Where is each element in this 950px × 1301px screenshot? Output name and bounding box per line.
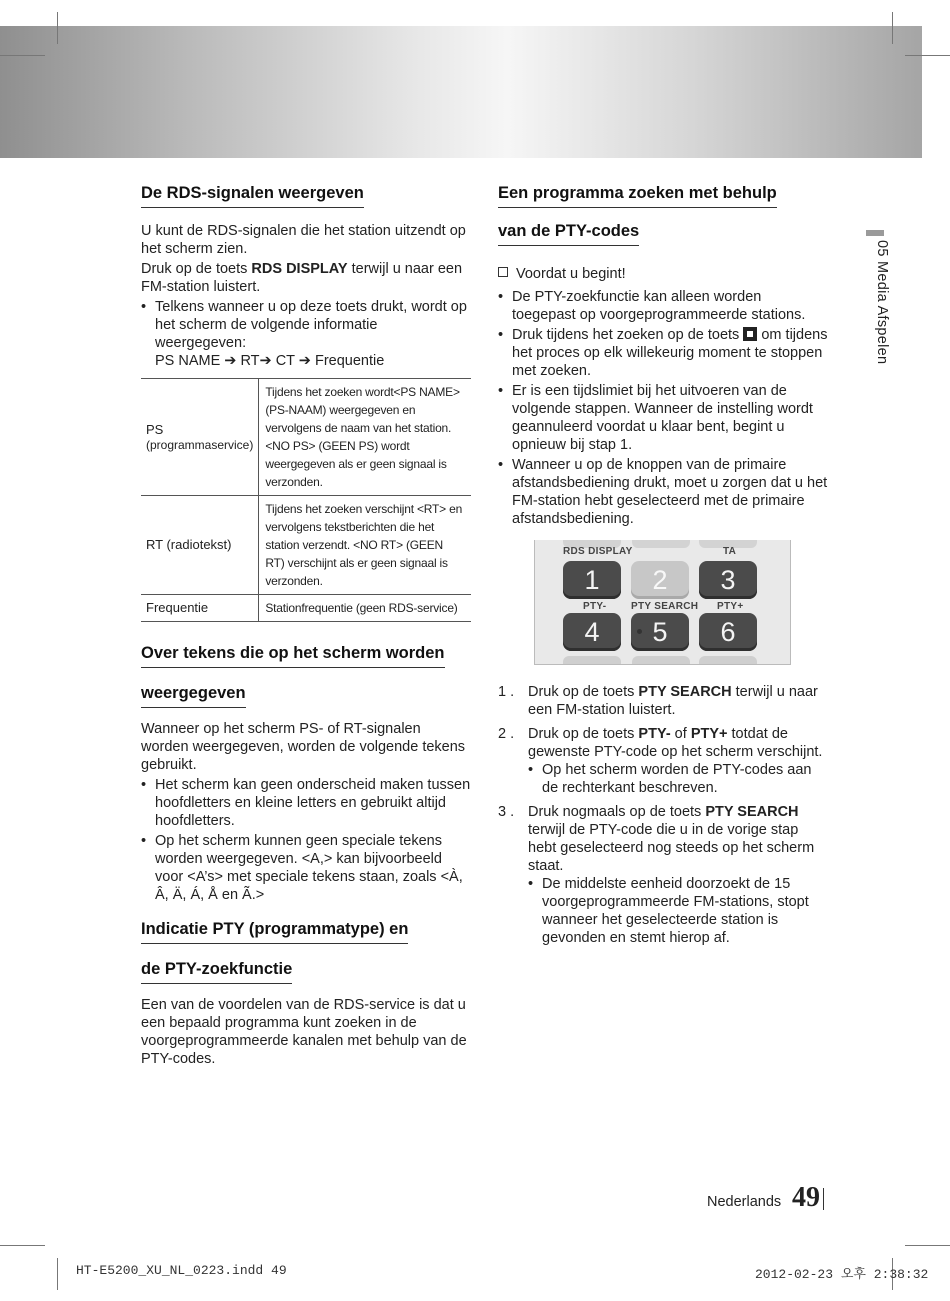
header-band [0,26,922,158]
remote-label: PTY- [583,600,607,612]
section-title-pty-line2: de PTY-zoekfunctie [141,960,292,984]
crop-mark [57,1258,58,1290]
step-item: 3 . Druk nogmaals op de toets PTY SEARCH terwijl de PTY-code die u in de vorige stap hebt geselecteerd nog steeds op het scherm staat. • De middelste eenheid doorzoekt de 15 voorgeprogrammeerde FM-stations, stopt wanneer het geselecteerde station is gevonden en stemt hierop af. [498,803,828,947]
table-row [141,378,471,495]
left-column [141,184,471,1070]
section-title-search-line2: van de PTY-codes [498,222,639,246]
table-key: RT (radiotekst) [141,495,259,594]
remote-key-1: 1 [563,561,621,599]
checkbox-icon [498,267,508,277]
bullet-item: • Druk tijdens het zoeken op de toets om tijdens het proces op elk willekeurig moment te stoppen met zoeken. [498,326,828,380]
display-sequence: PS NAME ➔ RT➔ CT ➔ Frequentie [155,352,385,369]
key-name: RDS DISPLAY [251,260,348,277]
sub-bullet: • Op het scherm worden de PTY-codes aan de rechterkant beschreven. [528,761,828,797]
table-value: Tijdens het zoeken verschijnt <RT> en vervolgens tekstberichten die het station verzendt. <NO RT> (GEEN RT) verschijnt als er geen signaal is verzonden. [259,495,471,594]
crop-mark [57,12,58,44]
print-slug-date: 2012-02-23 오후 2:38:32 [755,1267,929,1282]
table-value: Stationfrequentie (geen RDS-service) [259,594,471,621]
bullet-item: • Er is een tijdslimiet bij het uitvoeren van de volgende stappen. Wanneer de instelling wordt geannuleerd voordat u klaar bent, begint u opnieuw bij stap 1. [498,382,828,454]
remote-key-6: 6 [699,613,757,651]
right-column [498,184,828,953]
sub-bullet: • De middelste eenheid doorzoekt de 15 voorgeprogrammeerde FM-stations, stopt wanneer het geselecteerde station is gevonden en stemt hierop af. [528,875,828,947]
chapter-tab-marker [866,230,884,236]
remote-button-edge [563,656,621,665]
section-title-pty: Indicatie PTY (programmatype) en [141,920,408,944]
remote-button-edge [632,656,690,665]
bullet-item: • Telkens wanneer u op deze toets drukt, wordt op het scherm de volgende informatie weergegeven: PS NAME ➔ RT➔ CT ➔ Frequentie [141,298,471,370]
table-key: Frequentie [141,594,259,621]
remote-button-edge [699,656,757,665]
paragraph: Wanneer op het scherm PS- of RT-signalen worden weergegeven, worden de volgende tekens gebruikt. [141,720,466,773]
bullet-item: • Het scherm kan geen onderscheid maken tussen hoofdletters en kleine letters en gebruikt altijd hoofdletters. [141,776,471,830]
rds-table [141,378,471,622]
table-row [141,594,471,621]
step-item: 1 . Druk op de toets PTY SEARCH terwijl u naar een FM-station luistert. [498,683,818,718]
crop-mark [905,55,950,56]
crop-mark [905,1245,950,1246]
before-you-start: Voordat u begint! [498,266,828,282]
footer-language: Nederlands [707,1194,782,1210]
bullet-item: • De PTY-zoekfunctie kan alleen worden toegepast op voorgeprogrammeerde stations. [498,288,828,324]
chapter-label: 05 Media Afspelen [874,240,890,365]
crop-mark [0,55,45,56]
footer-divider [823,1188,824,1210]
dot-icon [637,629,642,634]
bullet-item: • Op het scherm kunnen geen speciale tekens worden weergegeven. <A,> kan bijvoorbeeld voor <A’s> met speciale tekens staan, zoals <À, Â, Ä, Á, Å en Ã.> [141,832,471,904]
remote-key-3: 3 [699,561,757,599]
table-row [141,495,471,594]
remote-label: PTY SEARCH [631,600,699,612]
table-key: PS (programmaservice) [141,378,259,495]
remote-label: TA [723,545,737,557]
remote-control-illustration [534,540,791,665]
remote-button-edge [632,540,690,548]
section-title-characters-line2: weergegeven [141,684,246,708]
crop-mark [0,1245,45,1246]
section-title-rds: De RDS-signalen weergeven [141,184,364,208]
remote-label: RDS DISPLAY [563,545,633,557]
remote-key-4: 4 [563,613,621,651]
remote-key-5: 5 [631,613,689,651]
remote-key-2: 2 [631,561,689,599]
section-title-characters: Over tekens die op het scherm worden [141,644,445,668]
paragraph: U kunt de RDS-signalen die het station uitzendt op het scherm zien. [141,222,466,257]
page-number: 49 [792,1182,820,1213]
section-title-search: Een programma zoeken met behulp [498,184,777,208]
crop-mark [892,12,893,44]
table-value: Tijdens het zoeken wordt<PS NAME> (PS-NAAM) weergegeven en vervolgens de naam van het station. <NO PS> (GEEN PS) wordt weergegeven als er geen signaal is verzonden. [259,378,471,495]
step-item: 2 . Druk op de toets PTY- of PTY+ totdat de gewenste PTY-code op het scherm verschijnt. • Op het scherm worden de PTY-codes aan de rechterkant beschreven. [498,725,828,797]
print-slug-file: HT-E5200_XU_NL_0223.indd 49 [76,1263,287,1278]
bullet-item: • Wanneer u op de knoppen van de primaire afstandsbediening drukt, moet u zorgen dat u het FM-station hebt geselecteerd met de primaire afstandsbediening. [498,456,828,528]
stop-icon [743,327,757,341]
paragraph: Een van de voordelen van de RDS-service is dat u een bepaald programma kunt zoeken in de voorgeprogrammeerde kanalen met behulp van de PTY-codes. [141,996,467,1067]
remote-label: PTY+ [717,600,744,612]
paragraph: Druk op de toets RDS DISPLAY terwijl u naar een FM-station luistert. [141,260,463,295]
